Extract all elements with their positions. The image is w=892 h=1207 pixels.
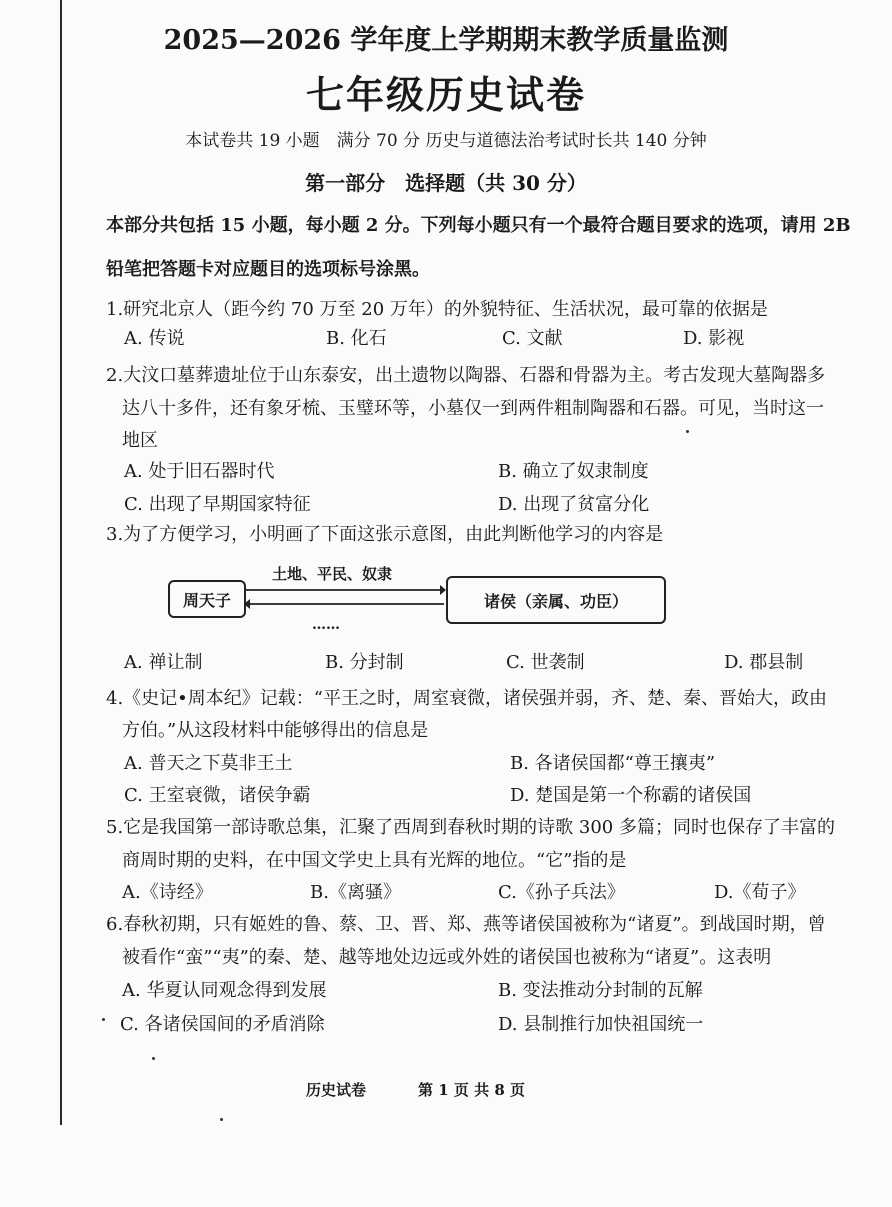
question-4-option-c: C. 王室衰微，诸侯争霸 [124,785,311,806]
question-2-option-c: C. 出现了早期国家特征 [124,494,311,515]
question-4-option-a: A. 普天之下莫非王土 [124,753,293,774]
diagram-box-vassals: 诸侯（亲属、功臣） [446,576,666,624]
part1-instructions: 铅笔把答题卡对应题目的选项标号涂黑。 [106,259,430,280]
scan-speck [686,430,689,433]
question-5-stem: 商周时期的史料，在中国文学史上具有光辉的地位。“它”指的是 [122,850,627,871]
question-2-stem: 达八十多件，还有象牙梳、玉璧环等，小墓仅一到两件粗制陶器和石器。可见，当时这一 [122,398,824,419]
question-3-option-c: C. 世袭制 [506,652,585,673]
question-1-option-a: A. 传说 [124,328,185,349]
question-5-stem: 5.它是我国第一部诗歌总集，汇聚了西周到春秋时期的诗歌 300 多篇；同时也保存了丰富的 [106,817,835,838]
question-4-stem: 4.《史记•周本纪》记载：“平王之时，周室衰微，诸侯强并弱，齐、楚、秦、晋始大，政由 [106,688,827,709]
question-2-option-d: D. 出现了贫富分化 [498,494,650,515]
footer-subject: 历史试卷 [306,1081,367,1099]
question-4-option-b: B. 各诸侯国都“尊王攘夷” [510,753,716,774]
question-5-option-d: D.《荀子》 [714,882,806,903]
question-2-stem: 2.大汶口墓葬遗址位于山东泰安，出土遗物以陶器、石器和骨器为主。考古发现大墓陶器多 [106,365,826,386]
footer-page-number: 第 1 页 共 8 页 [418,1081,525,1099]
paper-title: 七年级历史试卷 [305,72,586,117]
part1-heading: 第一部分 选择题（共 30 分） [305,171,587,195]
diagram-arrow-label: 土地、平民、奴隶 [272,565,393,583]
question-6-stem: 6.春秋初期，只有姬姓的鲁、蔡、卫、晋、郑、燕等诸侯国被称为“诸夏”。到战国时期，曾 [106,914,826,935]
part1-instructions: 本部分共包括 15 小题，每小题 2 分。下列每小题只有一个最符合题目要求的选项，请用 2B [106,215,851,236]
question-3-stem: 3.为了方便学习，小明画了下面这张示意图，由此判断他学习的内容是 [106,524,664,545]
question-1-stem: 1.研究北京人（距今约 70 万至 20 万年）的外貌特征、生活状况，最可靠的依据是 [106,299,768,320]
question-5-option-a: A.《诗经》 [122,882,213,903]
question-6-option-b: B. 变法推动分封制的瓦解 [498,980,703,1001]
question-1-option-b: B. 化石 [326,328,387,349]
question-6-option-a: A. 华夏认同观念得到发展 [122,980,327,1001]
arrow-left-head [244,599,250,609]
diagram-box-zhou-king: 周天子 [168,580,246,618]
question-5-option-b: B.《离骚》 [310,882,401,903]
question-4-option-d: D. 楚国是第一个称霸的诸侯国 [510,785,752,806]
question-2-stem: 地区 [122,430,158,451]
question-3-option-a: A. 禅让制 [124,652,203,673]
question-3-option-b: B. 分封制 [325,652,404,673]
question-6-stem: 被看作“蛮”“夷”的秦、楚、越等地处边远或外姓的诸侯国也被称为“诸夏”。这表明 [122,947,772,968]
question-5-option-c: C.《孙子兵法》 [498,882,625,903]
question-3-option-d: D. 郡县制 [724,652,804,673]
question-1-option-c: C. 文献 [502,328,563,349]
question-6-option-d: D. 县制推行加快祖国统一 [498,1014,704,1035]
arrow-right-head [440,585,446,595]
scan-speck [220,1118,223,1121]
question-4-stem: 方伯。”从这段材料中能够得出的信息是 [122,720,429,741]
question-2-option-b: B. 确立了奴隶制度 [498,461,649,482]
question-2-option-a: A. 处于旧石器时代 [124,461,275,482]
diagram-return-label: …… [312,617,340,633]
question-1-option-d: D. 影视 [683,328,745,349]
exam-info: 本试卷共 19 小题 满分 70 分 历史与道德法治考试时长共 140 分钟 [185,131,707,151]
scan-speck [102,1018,105,1021]
exam-title: 2025—2026 学年度上学期期末教学质量监测 [163,25,729,56]
diagram-arrows [244,584,446,614]
scan-speck [152,1057,155,1060]
question-6-option-c: C. 各诸侯国间的矛盾消除 [120,1014,325,1035]
